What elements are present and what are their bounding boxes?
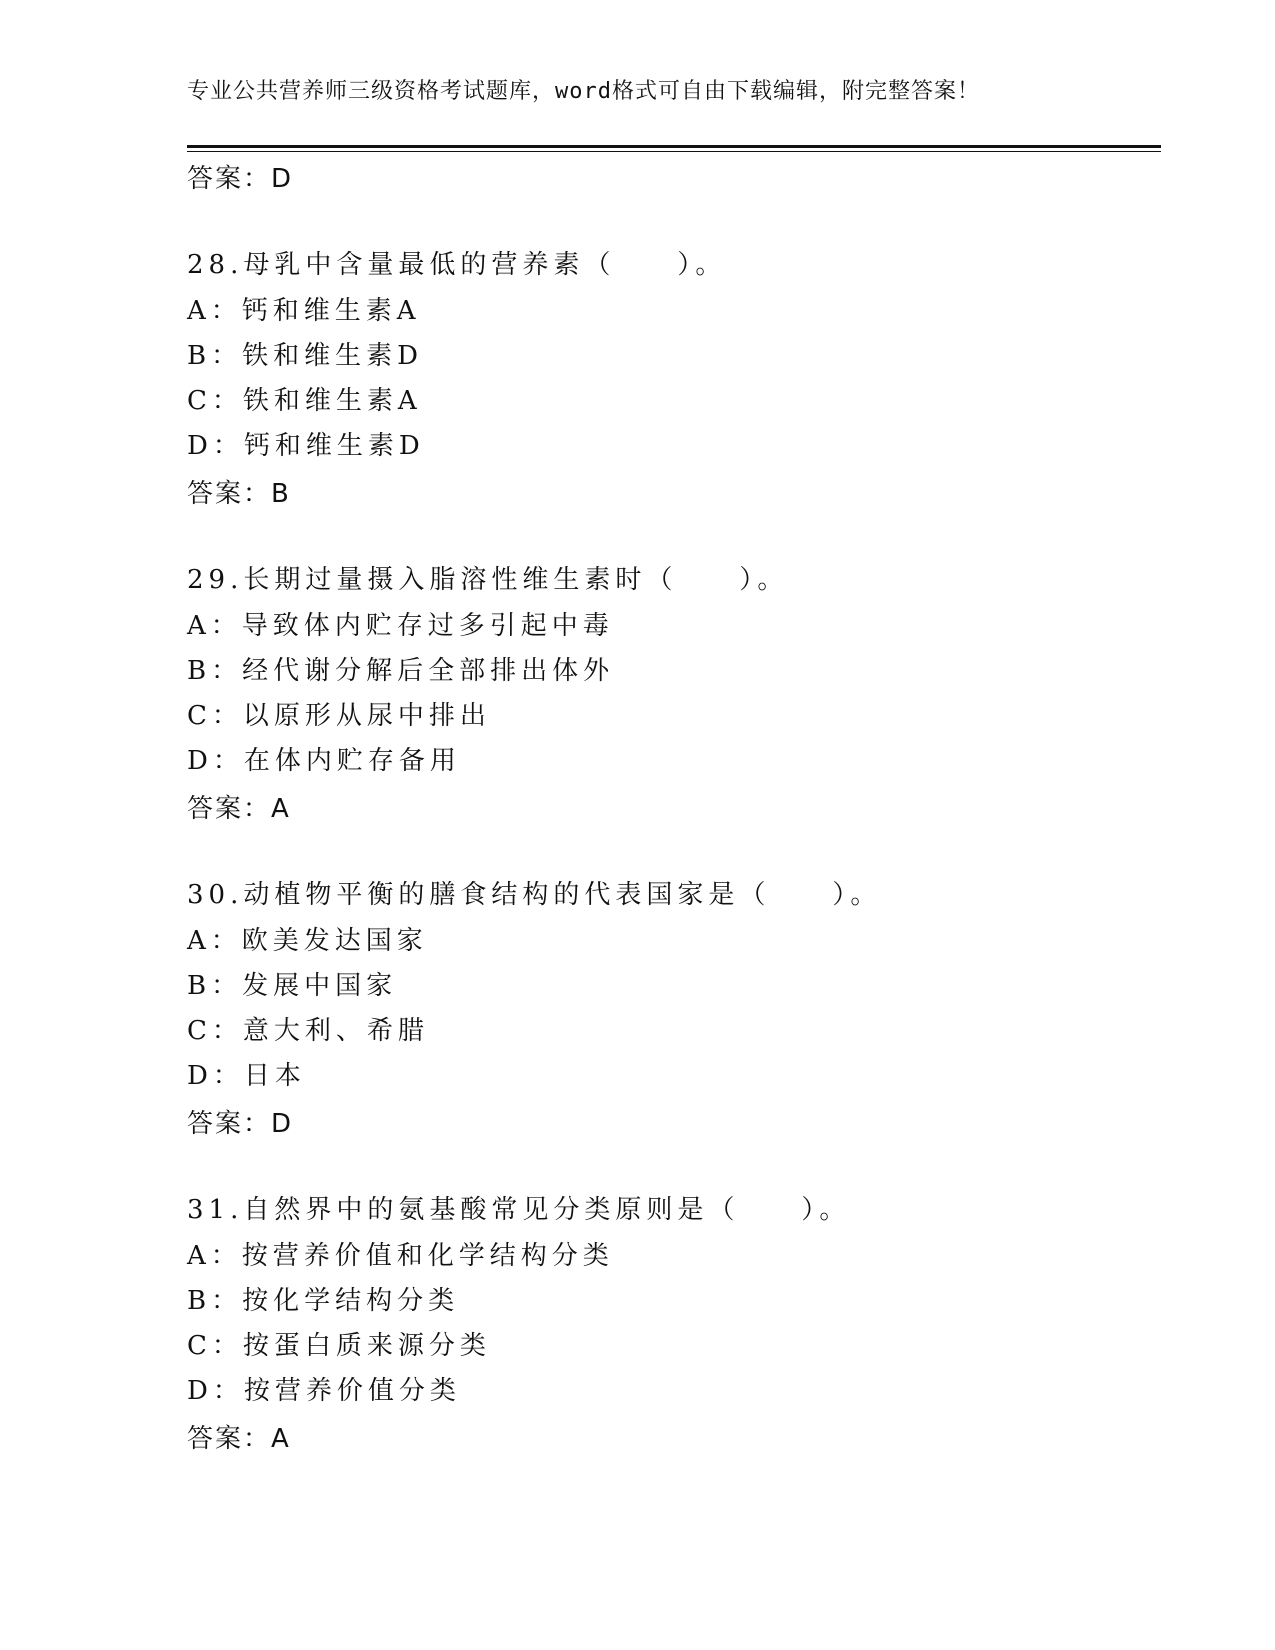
option-d: D：在体内贮存备用 xyxy=(187,746,461,776)
option-b: B：按化学结构分类 xyxy=(187,1286,460,1316)
header-rule-thin xyxy=(187,151,1161,152)
option-a: A：欧美发达国家 xyxy=(187,926,428,956)
option-b: B：发展中国家 xyxy=(187,971,398,1001)
option-a: A：导致体内贮存过多引起中毒 xyxy=(187,611,614,641)
answer-line: 答案：A xyxy=(187,794,291,824)
answer-line: 答案：D xyxy=(187,164,294,194)
option-c: C：按蛋白质来源分类 xyxy=(187,1331,491,1361)
option-d: D：日本 xyxy=(187,1061,306,1091)
question-stem: 31.自然界中的氨基酸常见分类原则是（ ）。 xyxy=(187,1195,851,1225)
option-b: B：铁和维生素D xyxy=(187,341,423,371)
option-a: A：钙和维生素A xyxy=(187,296,421,326)
answer-line: 答案：B xyxy=(187,479,291,509)
answer-line: 答案：D xyxy=(187,1109,294,1139)
option-c: C：意大利、希腊 xyxy=(187,1016,429,1046)
option-b: B：经代谢分解后全部排出体外 xyxy=(187,656,615,686)
option-d: D：钙和维生素D xyxy=(187,431,425,461)
option-a: A：按营养价值和化学结构分类 xyxy=(187,1241,614,1271)
answer-line: 答案：A xyxy=(187,1424,291,1454)
question-stem: 28.母乳中含量最低的营养素（ ）。 xyxy=(187,250,727,280)
question-stem: 29.长期过量摄入脂溶性维生素时（ ）。 xyxy=(187,565,789,595)
question-stem: 30.动植物平衡的膳食结构的代表国家是（ ）。 xyxy=(187,880,882,910)
option-c: C：以原形从尿中排出 xyxy=(187,701,491,731)
header-rule-thick xyxy=(187,145,1161,148)
page-header: 专业公共营养师三级资格考试题库，word格式可自由下载编辑，附完整答案！ xyxy=(187,79,980,104)
option-c: C：铁和维生素A xyxy=(187,386,422,416)
option-d: D：按营养价值分类 xyxy=(187,1376,461,1406)
